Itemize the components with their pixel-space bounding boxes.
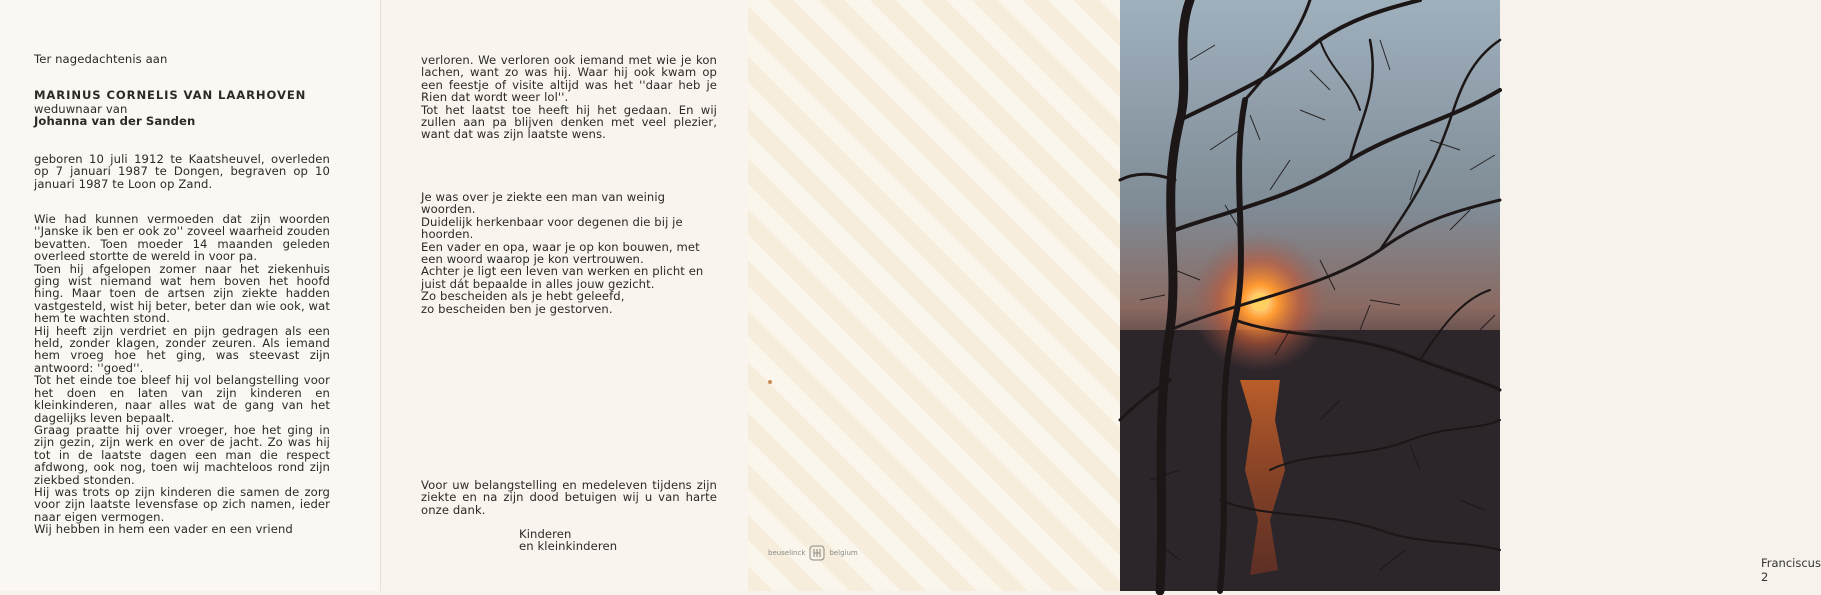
- poem-line: Een vader en opa, waar je op kon bouwen, met een woord waarop je kon vertrouwen.: [421, 239, 700, 267]
- biography-text: Wie had kunnen vermoeden dat zijn woorden ''Janske ik ben er ook zo'' zoveel waarheid zouden bevatten. Toen moeder 14 maanden geleden overleed stortte de wereld in voor pa. Toen hij afgelopen zomer naar het ziekenhuis ging wist niemand wat hem boven het hoofd hing. Maar toen de artsen zijn ziekte hadden vastgesteld, wist hij beter, beter dan wie ook, wat hem te wachten stond. Hij heeft zijn verdriet en pijn gedragen als een held, zonder klagen, zonder zeuren. Als iemand hem vroeg hoe het ging, was steevast zijn antwoord: ''goed''. Tot het einde toe bleef hij vol belangstelling voor het doen en laten van zijn kinderen en kleinkinderen, naar alles wat de gang van het dagelijks leven bepaalt. Graag praatte hij over vroeger, hoe het ging in zijn gezin, zijn werk en over de jacht. Zo was hij tot in de laatste dagen een man die respect afdwong, ook nog, toen wij machteloos rond zijn ziekbed stonden. Hij was trots op zijn kinderen die samen de zorg voor zijn laatste levensfase op zich namen, ieder naar eigen vermogen. Wij hebben in hem een vader en een vriend: [34, 212, 330, 537]
- paper-speck: [768, 380, 772, 384]
- back-cover: [748, 0, 1821, 591]
- sunset-branches-image: [1120, 0, 1500, 591]
- printer-logo: [768, 545, 858, 561]
- left-page: [0, 0, 380, 591]
- printer-mark-icon: [809, 545, 825, 561]
- printer-country: belgium: [829, 549, 858, 557]
- intro-line: Ter nagedachtenis aan: [34, 52, 168, 66]
- middle-page: [380, 0, 749, 591]
- poem: [421, 191, 717, 315]
- pattern-label: Franciscus 2: [1761, 556, 1821, 584]
- spouse-name: Johanna van der Sanden: [34, 114, 196, 128]
- signoff: [519, 528, 719, 553]
- deceased-name: MARINUS CORNELIS VAN LAARHOVEN: [34, 88, 307, 102]
- thanks-paragraph: Voor uw belangstelling en medeleven tijdens zijn ziekte en na zijn dood betuigen wij u van harte onze dank.: [421, 478, 717, 517]
- poem-line: Je was over je ziekte een man van weinig woorden.: [421, 190, 666, 217]
- poem-line: Zo bescheiden als je hebt geleefd,: [421, 289, 625, 304]
- cover-photo: [1120, 0, 1500, 591]
- relation-line: weduwnaar van: [34, 102, 128, 116]
- poem-line: Duidelijk herkenbaar voor degenen die bij je hoorden.: [421, 214, 683, 242]
- signoff-line: en kleinkinderen: [519, 539, 618, 554]
- biography-continuation: verloren. We verloren ook iemand met wie je kon lachen, want zo was hij. Waar hij ook kwam op een feestje of visite altijd was het ''daar heb je Rien dat wordt weer lol''. Tot het laatst toe heeft hij het gedaan. En wij zullen aan pa blijven denken met veel plezier, want dat was zijn laatste wens.: [421, 53, 717, 142]
- signoff-line: Kinderen: [519, 527, 572, 541]
- poem-line: Achter je ligt een leven van werken en plicht en juist dát bepaalde in alles jouw gezicht.: [421, 264, 704, 291]
- birth-death-paragraph: geboren 10 juli 1912 te Kaatsheuvel, overleden op 7 januari 1987 te Dongen, begraven op 10 januari 1987 te Loon op Zand.: [34, 152, 330, 191]
- printer-name: beuselinck: [768, 549, 806, 557]
- poem-line: zo bescheiden ben je gestorven.: [421, 301, 613, 316]
